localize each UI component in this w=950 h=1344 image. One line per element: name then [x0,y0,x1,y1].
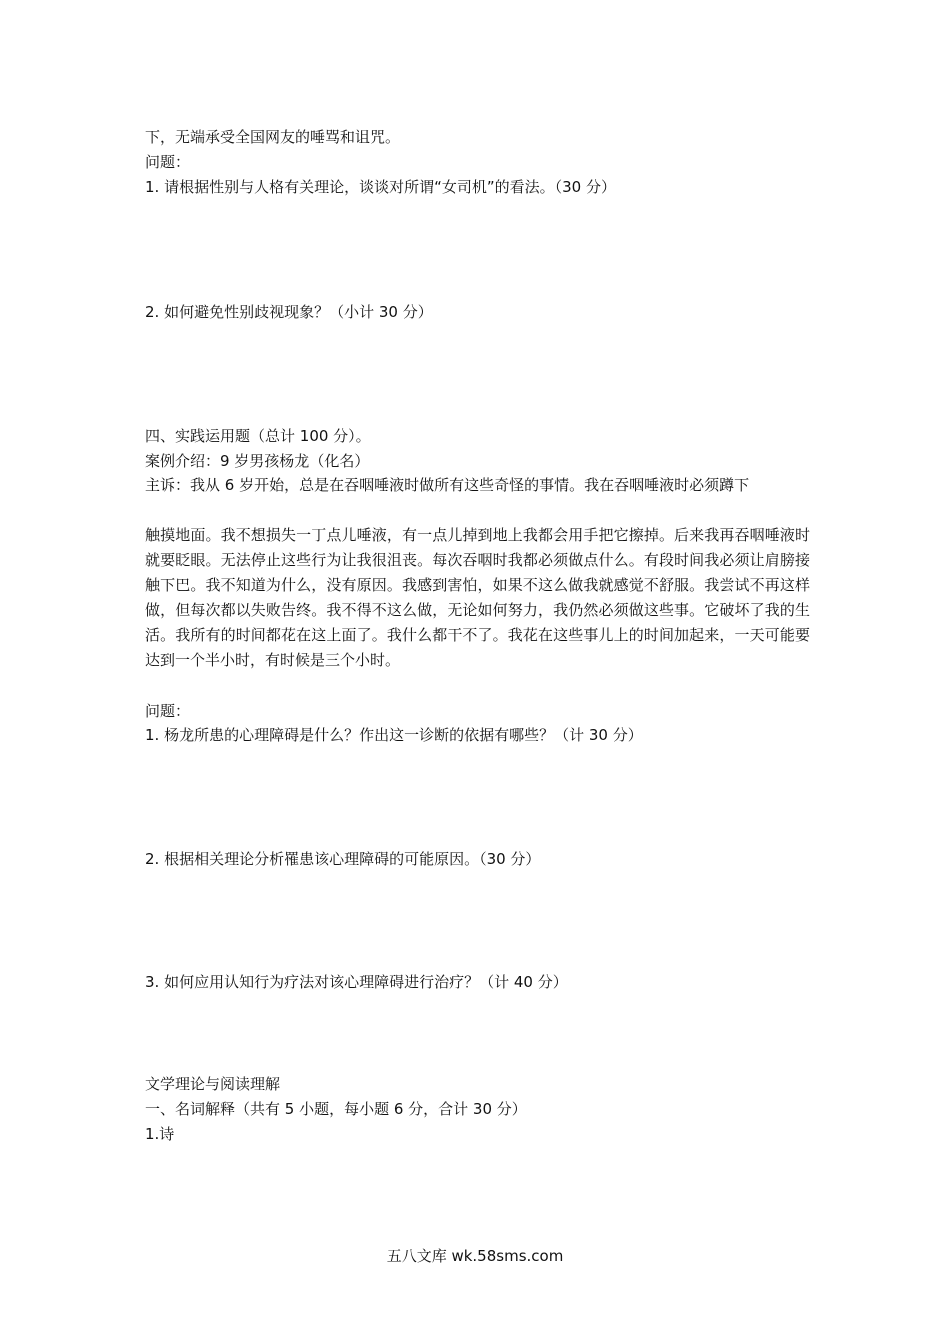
section-4-heading: 四、实践运用题（总计 100 分）。 [145,427,371,445]
case-question-2: 2. 根据相关理论分析罹患该心理障碍的可能原因。（30 分） [145,850,541,868]
exam-title: 文学理论与阅读理解 [145,1075,281,1093]
case-intro: 案例介绍：9 岁男孩杨龙（化名） [145,452,370,470]
continued-line: 下，无端承受全国网友的唾骂和诅咒。 [145,128,401,146]
section-1-heading: 一、名词解释（共有 5 小题，每小题 6 分，合计 30 分） [145,1100,527,1118]
complaint-first-line: 主诉：我从 6 岁开始，总是在吞咽唾液时做所有这些奇怪的事情。我在吞咽唾液时必须蹲下 [145,476,750,494]
question-1: 1. 请根据性别与人格有关理论，谈谈对所谓“女司机”的看法。（30 分） [145,178,616,196]
complaint-body: 触摸地面。我不想损失一丁点儿唾液，有一点儿掉到地上我都会用手把它擦掉。后来我再吞咽唾液时就要眨眼。无法停止这些行为让我很沮丧。每次吞咽时我都必须做点什么。有段时间我必须让肩膀接触下巴。我不知道为什么，没有原因。我感到害怕，如果不这么做我就感觉不舒服。我尝试不再这样做，但每次都以失败告终。我不得不这么做，无论如何努力，我仍然必须做这些事。它破坏了我的生活。我所有的时间都花在这上面了。我什么都干不了。我花在这些事儿上的时间加起来，一天可能要达到一个半小时，有时候是三个小时。 [145,526,810,669]
footer-watermark: 五八文库 wk.58sms.com [386,1247,564,1265]
case-question-1: 1. 杨龙所患的心理障碍是什么？作出这一诊断的依据有哪些？（计 30 分） [145,726,643,744]
question-2: 2. 如何避免性别歧视现象？（小计 30 分） [145,303,433,321]
questions-label: 问题： [145,153,191,171]
term-item-1: 1.诗 [145,1125,175,1143]
case-questions-label: 问题： [145,702,191,720]
case-question-3: 3. 如何应用认知行为疗法对该心理障碍进行治疗？（计 40 分） [145,973,568,991]
